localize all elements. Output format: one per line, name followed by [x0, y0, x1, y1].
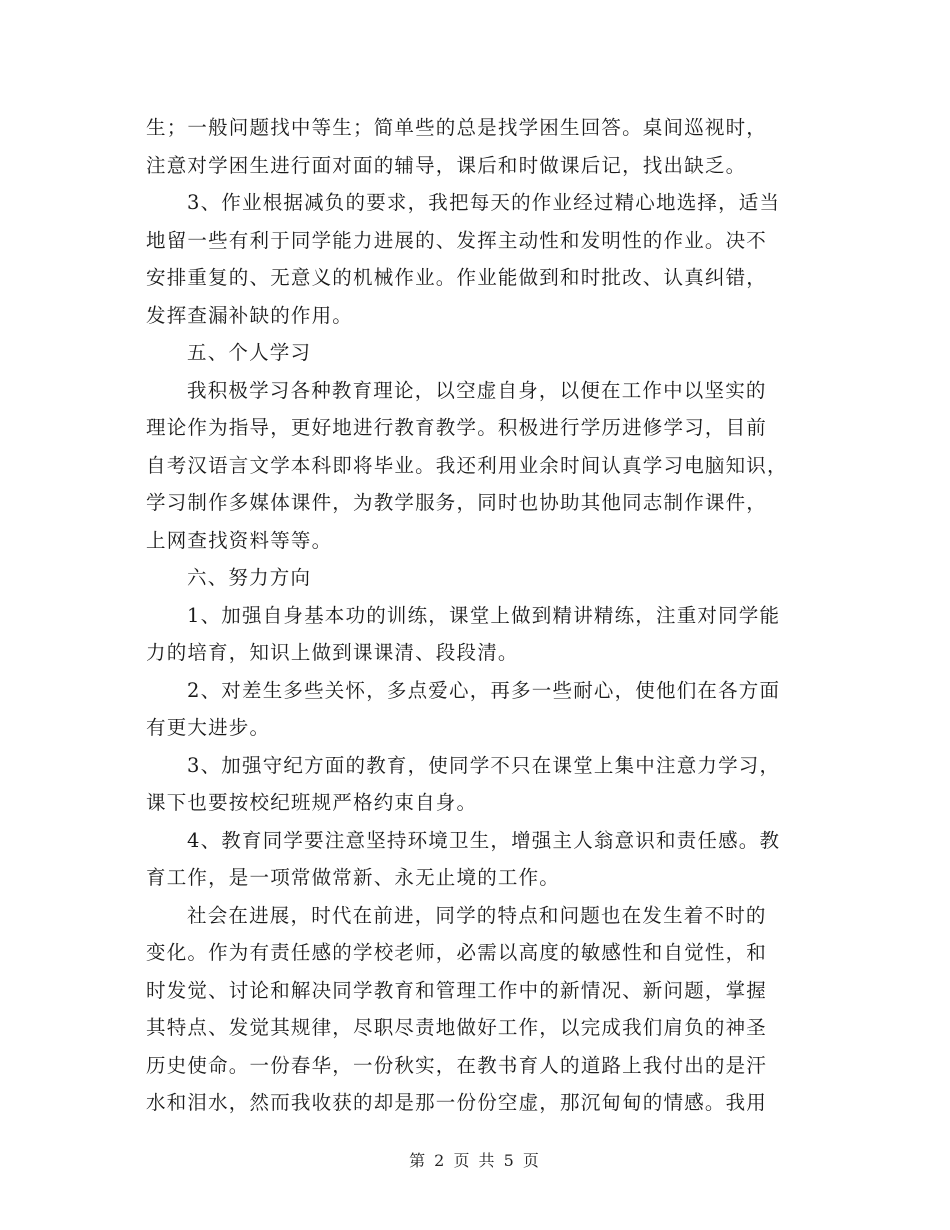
- text-line: 安排重复的、无意义的机械作业。作业能做到和时批改、认真纠错，: [146, 266, 768, 289]
- text-line: 发挥查漏补缺的作用。: [146, 303, 354, 327]
- text-line: 历史使命。一份春华，一份秋实，在教书育人的道路上我付出的是汗: [146, 1053, 768, 1077]
- text-line: 上网查找资料等等。: [146, 528, 333, 552]
- text-line: 社会在进展，时代在前进，同学的特点和问题也在发生着不时的: [187, 903, 767, 927]
- text-line: 地留一些有利于同学能力进展的、发挥主动性和发明性的作业。决不: [146, 228, 768, 252]
- text-line: 注意对学困生进行面对面的辅导，课后和时做课后记，找出缺乏。: [146, 153, 747, 177]
- text-line: 六、努力方向: [187, 566, 312, 589]
- text-line: 理论作为指导，更好地进行教育教学。积极进行学历进修学习，目前: [146, 416, 768, 439]
- text-line: 2、对差生多些关怀，多点爱心，再多一些耐心，使他们在各方面: [187, 678, 781, 702]
- text-line: 3、加强守纪方面的教育，使同学不只在课堂上集中注意力学习，: [187, 753, 781, 777]
- text-line: 育工作，是一项常做常新、永无止境的工作。: [146, 866, 561, 889]
- document-body: [146, 109, 811, 1122]
- text-line: 生；一般问题找中等生；简单些的总是找学困生回答。桌间巡视时，: [146, 116, 768, 139]
- text-line: 4、教育同学要注意坚持环境卫生，增强主人翁意识和责任感。教: [187, 828, 781, 852]
- page-number-footer: 第 2 页 共 5 页: [409, 1151, 541, 1170]
- text-line: 五、个人学习: [187, 341, 312, 364]
- text-line: 水和泪水，然而我收获的却是那一份份空虚，那沉甸甸的情感。我用: [146, 1091, 768, 1114]
- text-line: 变化。作为有责任感的学校老师，必需以高度的敏感性和自觉性，和: [146, 941, 768, 964]
- text-line: 我积极学习各种教育理论，以空虚自身，以便在工作中以坚实的: [187, 378, 767, 402]
- text-line: 其特点、发觉其规律，尽职尽责地做好工作，以完成我们肩负的神圣: [146, 1016, 768, 1039]
- text-line: 自考汉语言文学本科即将毕业。我还利用业余时间认真学习电脑知识，: [146, 453, 788, 477]
- text-line: 有更大进步。: [146, 716, 271, 739]
- text-line: 力的培育，知识上做到课课清、段段清。: [146, 641, 519, 664]
- text-line: 学习制作多媒体课件，为教学服务，同时也协助其他同志制作课件，: [146, 491, 768, 514]
- text-line: 3、作业根据减负的要求，我把每天的作业经过精心地选择，适当: [187, 191, 781, 214]
- text-line: 课下也要按校纪班规严格约束自身。: [146, 791, 478, 814]
- text-line: 时发觉、讨论和解决同学教育和管理工作中的新情况、新问题，掌握: [146, 978, 768, 1002]
- text-line: 1、加强自身基本功的训练，课堂上做到精讲精练，注重对同学能: [187, 603, 781, 627]
